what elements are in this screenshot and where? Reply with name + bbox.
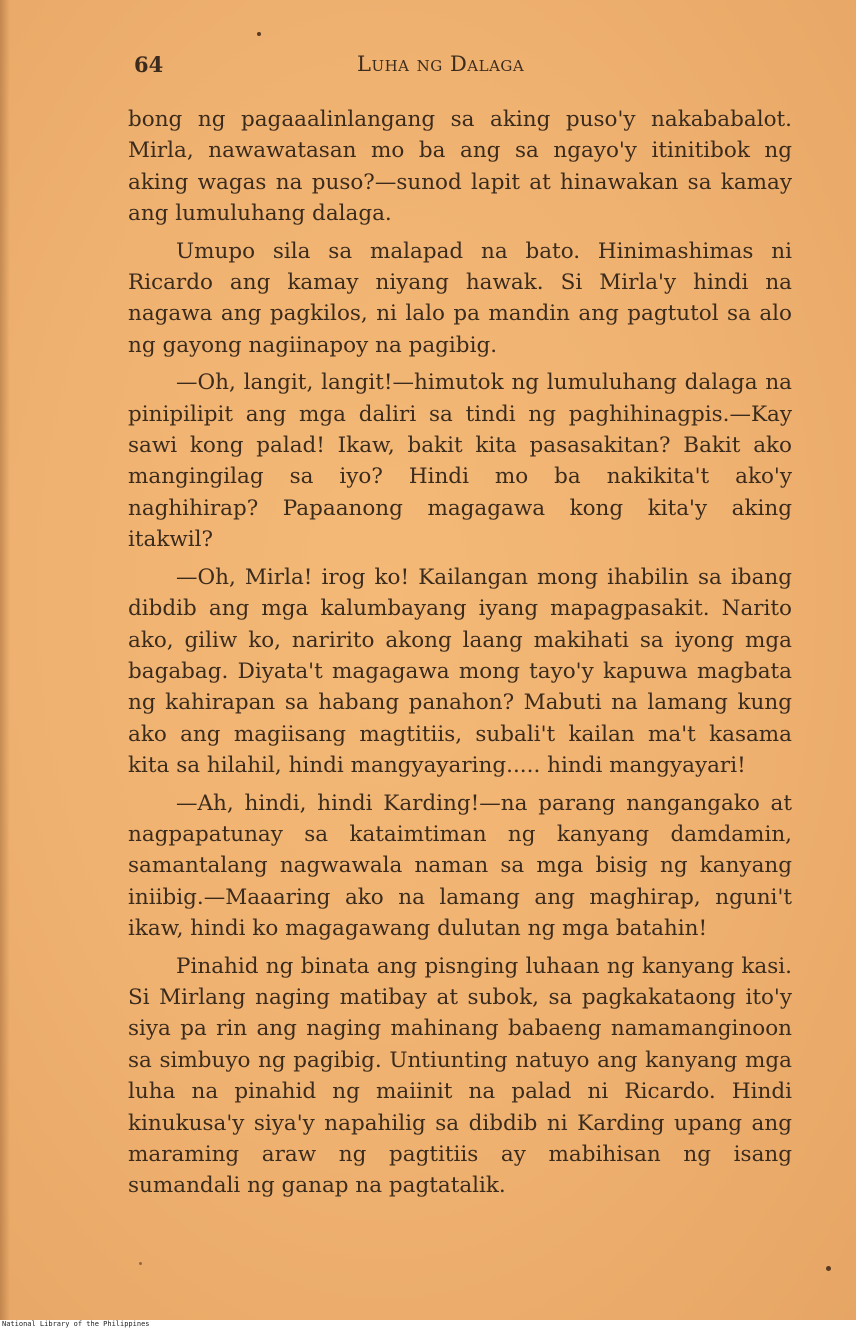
paragraph-3: —Oh, langit, langit!—himutok ng lumuluhang dalaga na pinipilipit ang mga daliri sa tindi ng paghihinagpis.—Kay sawi kong palad! Ikaw, bakit kita pasasakitan? Bakit ako mangingilag sa iyo? Hindi mo ba nakikita't ako'y naghihirap? Papaanong magagawa kong kita'y aking itakwil?: [128, 370, 792, 553]
scan-credit: National Library of the Philippines: [2, 1320, 150, 1328]
paper-speck: [139, 1262, 142, 1265]
page-edge-shadow: [0, 0, 10, 1320]
page-number: 64: [134, 52, 164, 77]
paper-speck: [826, 1266, 831, 1271]
paragraph-1: bong ng pagaaalinlangang sa aking puso'y nakababalot. Mirla, nawawatasan mo ba ang sa ngayo'y itinitibok ng aking wagas na puso?—sunod lapit at hinawakan sa kamay ang lumuluhang dalaga.: [128, 107, 792, 227]
page-header: [0, 52, 856, 84]
running-title: Luha ng Dalaga: [357, 52, 525, 76]
paragraph-4: —Oh, Mirla! irog ko! Kailangan mong ihabilin sa ibang dibdib ang mga kalumbayang iyang mapagpasakit. Narito ako, giliw ko, naririto akong laang makihati sa iyong mga bagabag. Diyata't magagawa mong tayo'y kapuwa magbata ng kahirapan sa habang panahon? Mabuti na lamang kung ako ang magiisang magtitiis, subali't kailan ma't kasama kita sa hilahil, hindi mangyayaring..... hindi mangyayari!: [128, 564, 792, 779]
page-body: [128, 104, 792, 1208]
paragraph-2: Umupo sila sa malapad na bato. Hinimashimas ni Ricardo ang kamay niyang hawak. Si Mirla'y hindi na nagawa ang pagkilos, ni lalo pa mandin ang pagtutol sa alo ng gayong nagiinapoy na pagibig.: [128, 238, 792, 358]
paragraph-5: —Ah, hindi, hindi Karding!—na parang nangangako at nagpapatunay sa kataimtiman ng kanyang damdamin, samantalang nagwawala naman sa mga bisig ng kanyang iniibig.—Maaaring ako na lamang ang maghirap, nguni't ikaw, hindi ko magagawang dulutan ng mga batahin!: [128, 790, 792, 942]
paragraph-6: Pinahid ng binata ang pisnging luhaan ng kanyang kasi. Si Mirlang naging matibay at subok, sa pagkakataong ito'y siya pa rin ang naging mahinang babaeng namamanginoon sa simbuyo ng pagibig. Untiunting natuyo ang kanyang mga luha na pinahid ng maiinit na palad ni Ricardo. Hindi kinukusa'y siya'y napahilig sa dibdib ni Karding upang ang maraming araw ng pagtitiis ay mabihisan ng isang sumandali ng ganap na pagtatalik.: [128, 953, 792, 1199]
paper-speck: [257, 32, 261, 36]
